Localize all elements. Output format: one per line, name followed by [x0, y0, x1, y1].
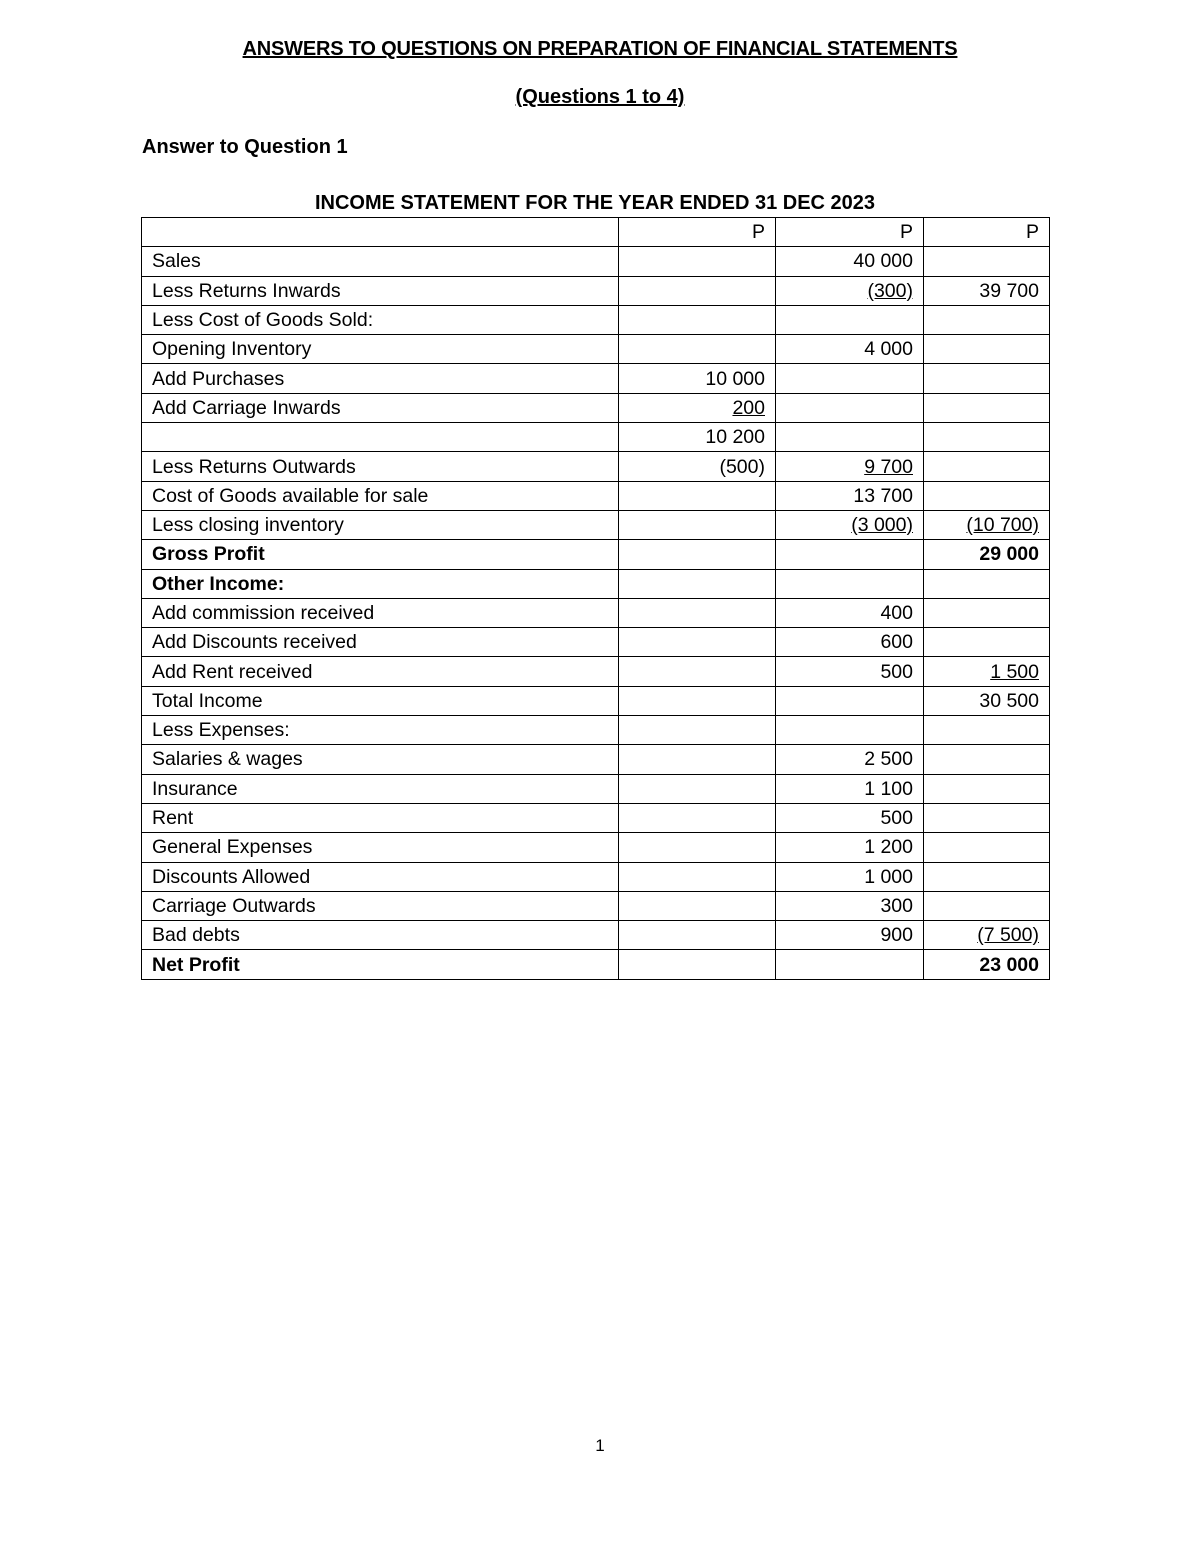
row-col2: 1 000 — [776, 862, 924, 891]
row-col3 — [924, 745, 1050, 774]
row-col1 — [619, 276, 776, 305]
row-label: Add Carriage Inwards — [142, 393, 619, 422]
row-col3 — [924, 423, 1050, 452]
row-label: Add Discounts received — [142, 628, 619, 657]
row-col1 — [619, 745, 776, 774]
table-row — [142, 393, 1050, 422]
row-col1: 10 000 — [619, 364, 776, 393]
table-row — [142, 481, 1050, 510]
row-label: Carriage Outwards — [142, 891, 619, 920]
row-col3: 23 000 — [924, 950, 1050, 979]
table-row — [142, 716, 1050, 745]
row-col1 — [619, 833, 776, 862]
row-label: Less Expenses: — [142, 716, 619, 745]
income-statement-table — [141, 217, 1050, 980]
row-label: Add Rent received — [142, 657, 619, 686]
row-col1: (500) — [619, 452, 776, 481]
row-col1 — [619, 247, 776, 276]
table-row — [142, 423, 1050, 452]
row-col3 — [924, 452, 1050, 481]
row-col1: 10 200 — [619, 423, 776, 452]
page-title: ANSWERS TO QUESTIONS ON PREPARATION OF FINANCIAL STATEMENTS — [242, 38, 958, 60]
row-col3: 29 000 — [924, 540, 1050, 569]
answer-heading: Answer to Question 1 — [142, 136, 348, 158]
row-col1 — [619, 598, 776, 627]
row-label: Total Income — [142, 686, 619, 715]
table-row — [142, 686, 1050, 715]
underlined-value: 1 500 — [990, 660, 1039, 683]
row-col3 — [924, 510, 1050, 539]
row-col1 — [619, 950, 776, 979]
row-col3 — [924, 335, 1050, 364]
row-col2: 500 — [776, 803, 924, 832]
row-col1 — [619, 657, 776, 686]
row-col3 — [924, 364, 1050, 393]
row-col3: 30 500 — [924, 686, 1050, 715]
table-row — [142, 921, 1050, 950]
row-col2 — [776, 305, 924, 334]
table-row — [142, 891, 1050, 920]
row-col2: 500 — [776, 657, 924, 686]
row-col3 — [924, 862, 1050, 891]
row-col3 — [924, 393, 1050, 422]
row-col2: 900 — [776, 921, 924, 950]
row-col3: 39 700 — [924, 276, 1050, 305]
row-col3 — [924, 833, 1050, 862]
row-col2 — [776, 686, 924, 715]
row-col2 — [776, 569, 924, 598]
row-label: Discounts Allowed — [142, 862, 619, 891]
row-label: Gross Profit — [142, 540, 619, 569]
table-row — [142, 540, 1050, 569]
row-col1 — [619, 305, 776, 334]
row-col1 — [619, 481, 776, 510]
underlined-value: (7 500) — [977, 924, 1039, 947]
table-header-row — [142, 218, 1050, 247]
table-row — [142, 657, 1050, 686]
table-row — [142, 305, 1050, 334]
row-label: Add commission received — [142, 598, 619, 627]
row-col2: 40 000 — [776, 247, 924, 276]
row-label: Less closing inventory — [142, 510, 619, 539]
table-row — [142, 803, 1050, 832]
table-row — [142, 774, 1050, 803]
row-col2 — [776, 276, 924, 305]
table-row — [142, 862, 1050, 891]
row-label — [142, 423, 619, 452]
table-row — [142, 364, 1050, 393]
row-col2 — [776, 423, 924, 452]
row-col2: 4 000 — [776, 335, 924, 364]
page-subtitle: (Questions 1 to 4) — [515, 86, 685, 108]
row-col1 — [619, 803, 776, 832]
row-col2: 2 500 — [776, 745, 924, 774]
row-label: Insurance — [142, 774, 619, 803]
row-label: Salaries & wages — [142, 745, 619, 774]
table-row — [142, 745, 1050, 774]
row-col1 — [619, 921, 776, 950]
underlined-value: 9 700 — [864, 455, 913, 478]
row-label: Bad debts — [142, 921, 619, 950]
underlined-value: 200 — [732, 396, 765, 419]
page-number: 1 — [595, 1436, 605, 1455]
row-col3 — [924, 481, 1050, 510]
table-row — [142, 452, 1050, 481]
row-col1 — [619, 716, 776, 745]
row-label: Opening Inventory — [142, 335, 619, 364]
table-row — [142, 628, 1050, 657]
row-label: Rent — [142, 803, 619, 832]
row-col2 — [776, 716, 924, 745]
row-col1 — [619, 891, 776, 920]
row-col2 — [776, 364, 924, 393]
table-row — [142, 950, 1050, 979]
table-row — [142, 335, 1050, 364]
row-col1 — [619, 569, 776, 598]
row-col1 — [619, 335, 776, 364]
row-col1 — [619, 540, 776, 569]
table-row — [142, 569, 1050, 598]
row-col2 — [776, 540, 924, 569]
row-label: Other Income: — [142, 569, 619, 598]
row-col3 — [924, 716, 1050, 745]
row-col3 — [924, 657, 1050, 686]
row-col2 — [776, 452, 924, 481]
row-col2: 13 700 — [776, 481, 924, 510]
row-col1 — [619, 393, 776, 422]
row-col3 — [924, 628, 1050, 657]
row-label: Less Returns Inwards — [142, 276, 619, 305]
row-col2: 1 100 — [776, 774, 924, 803]
row-label: Net Profit — [142, 950, 619, 979]
row-col2 — [776, 950, 924, 979]
row-col3 — [924, 803, 1050, 832]
row-col3 — [924, 921, 1050, 950]
underlined-value: (3 000) — [851, 514, 913, 537]
header-cell-col3: P — [924, 218, 1050, 247]
row-col1 — [619, 774, 776, 803]
row-label: Cost of Goods available for sale — [142, 481, 619, 510]
table-row — [142, 510, 1050, 539]
row-col1 — [619, 628, 776, 657]
header-cell-label — [142, 218, 619, 247]
row-col1 — [619, 686, 776, 715]
row-col3 — [924, 598, 1050, 627]
row-col1 — [619, 862, 776, 891]
row-col3 — [924, 891, 1050, 920]
underlined-value: (10 700) — [966, 514, 1039, 537]
row-col3 — [924, 774, 1050, 803]
row-label: General Expenses — [142, 833, 619, 862]
table-row — [142, 598, 1050, 627]
row-col3 — [924, 305, 1050, 334]
row-col2 — [776, 393, 924, 422]
row-col2: 400 — [776, 598, 924, 627]
row-label: Sales — [142, 247, 619, 276]
table-row — [142, 247, 1050, 276]
table-row — [142, 833, 1050, 862]
row-col2: 300 — [776, 891, 924, 920]
row-col3 — [924, 569, 1050, 598]
header-cell-col2: P — [776, 218, 924, 247]
row-col2: 1 200 — [776, 833, 924, 862]
table-row — [142, 276, 1050, 305]
row-col1 — [619, 510, 776, 539]
row-col2: 600 — [776, 628, 924, 657]
row-label: Less Returns Outwards — [142, 452, 619, 481]
header-cell-col1: P — [619, 218, 776, 247]
row-label: Less Cost of Goods Sold: — [142, 305, 619, 334]
statement-title: INCOME STATEMENT FOR THE YEAR ENDED 31 DEC 2023 — [314, 192, 876, 214]
underlined-value: (300) — [867, 279, 913, 302]
row-col2 — [776, 510, 924, 539]
row-col3 — [924, 247, 1050, 276]
row-label: Add Purchases — [142, 364, 619, 393]
